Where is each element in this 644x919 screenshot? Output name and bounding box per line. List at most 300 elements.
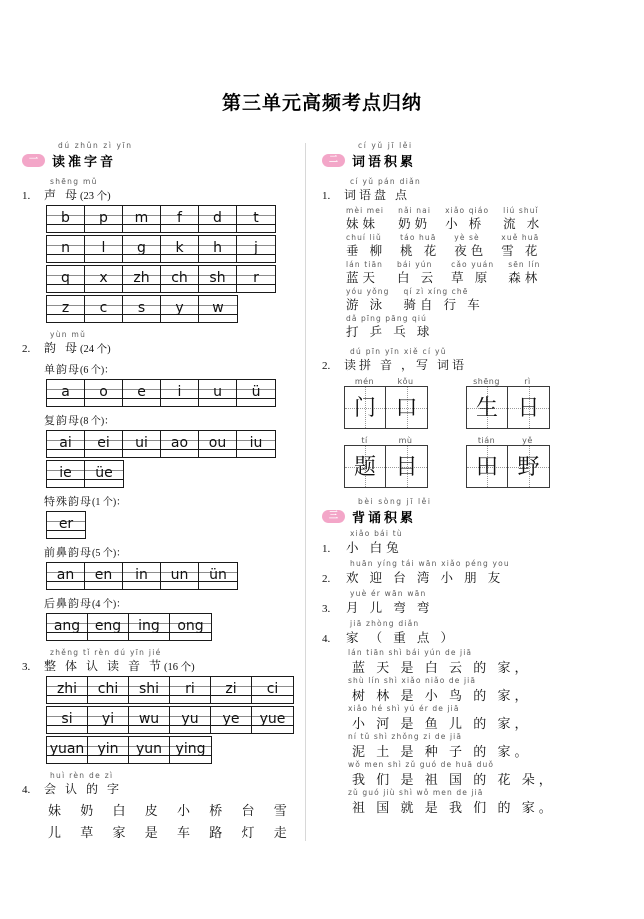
word-pinyin: chuí liǔ (346, 233, 382, 242)
pinyin-cell-text: ri (185, 681, 195, 697)
hanzi-row: 妹 奶 白 皮 小 桥 台 雪 (48, 803, 295, 818)
tianzige-char: 日 (517, 394, 540, 420)
poem-hanzi: 泥 土 是 种 子 的 家。 (352, 744, 532, 759)
recitation-number: 2. (322, 573, 331, 585)
tianzige-pinyin-row (466, 377, 550, 386)
word-pair (508, 260, 541, 286)
section-three-pinyin: bèi sòng jī lěi (358, 497, 432, 506)
word-pair (346, 233, 386, 259)
word-pinyin: liú shuǐ (503, 206, 539, 215)
sub-houbiyunmu (44, 595, 295, 611)
word-pinyin: cǎo yuán (451, 260, 495, 269)
pinyin-cell (85, 563, 123, 589)
pinyin-cell-text: ang (53, 618, 81, 634)
pinyin-cell-text: iu (249, 435, 263, 451)
section-two-header (322, 141, 606, 170)
pinyin-cell-text: f (177, 210, 182, 226)
worksheet-page (0, 88, 644, 919)
item-yunmu-number: 2. (22, 343, 31, 355)
word-hanzi: 森林 (508, 271, 542, 285)
tianzige-pinyin-row (466, 436, 550, 445)
word-pair (451, 260, 494, 286)
word-pair (404, 287, 484, 313)
item-shengmu (22, 177, 295, 323)
section-one-title: 读准字音 (52, 155, 117, 170)
word-line (346, 233, 606, 259)
pinyin-grid-row (46, 295, 238, 323)
pinyin-cell (123, 431, 161, 457)
pinyin-grid-row (46, 460, 124, 488)
pinyin-cell (199, 431, 237, 457)
sub-houbiyunmu-count: (4 个)： (92, 599, 127, 610)
pinyin-cell (47, 512, 85, 538)
pinyin-cell (161, 431, 199, 457)
word-hanzi: 蓝天 (346, 271, 380, 285)
recitation-pinyin: xiǎo bái tù (350, 529, 403, 538)
pinyin-cell (47, 266, 85, 292)
pinyin-cell-text: chi (97, 681, 119, 697)
pinyin-cell (252, 707, 293, 733)
word-pinyin: yè sè (454, 233, 480, 242)
item-yunmu (22, 330, 295, 641)
word-line (346, 314, 606, 340)
tianzige-word (344, 377, 428, 429)
recitation-item (322, 529, 606, 556)
pinyin-grid-row (46, 430, 276, 458)
pinyin-cell (47, 380, 85, 406)
tianzige-cell[interactable] (386, 446, 427, 487)
pinyin-cell-text: m (134, 210, 149, 226)
pinyin-cell-text: sh (209, 270, 226, 286)
pinyin-cell-text: ing (138, 618, 160, 634)
pinyin-cell (88, 677, 129, 703)
item-yinjie-label: 整 体 认 读 音 节 (44, 659, 165, 673)
pinyin-cell-text: ying (175, 741, 206, 757)
word-pinyin: xuě huā (501, 233, 540, 242)
word-pinyin: xiǎo qiáo (445, 206, 490, 215)
pinyin-cell-text: shi (138, 681, 160, 697)
pinyin-cell-text: ui (135, 435, 148, 451)
word-pinyin: bái yún (397, 260, 433, 269)
pinyin-cell (85, 236, 123, 262)
pinyin-grid-row (46, 562, 238, 590)
section-one-header (22, 141, 295, 170)
pinyin-cell (199, 296, 237, 322)
section-two-title: 词语积累 (352, 155, 417, 170)
poem-line (348, 704, 606, 732)
pinyin-cell (170, 614, 211, 640)
tianzige-pinyin: shēng (473, 377, 500, 386)
sub-qianbiyunmu (44, 544, 295, 560)
item-xieciyu-number: 2. (322, 360, 331, 372)
poem-line (348, 648, 606, 676)
tianzige-pinyin: kǒu (397, 377, 414, 386)
hanzi-row: 儿 草 家 是 车 路 灯 走 (48, 825, 295, 840)
item-ciyupandian-label: 词语盘 点 (344, 188, 411, 202)
pinyin-cell-text: yi (101, 711, 115, 727)
pinyin-cell-text: p (99, 210, 108, 226)
pinyin-cell-text: b (61, 210, 70, 226)
pinyin-cell-text: an (56, 567, 75, 583)
poem-pinyin: zǔ guó jiù shì wǒ men de jiā (348, 788, 484, 797)
recitation-text: 月 儿 弯 弯 (346, 601, 434, 615)
pinyin-cell-text: ye (222, 711, 240, 727)
pinyin-cell (123, 296, 161, 322)
pinyin-cell (88, 707, 129, 733)
pinyin-cell-text: t (253, 210, 259, 226)
poem-hanzi: 我 们 是 祖 国 的 花 朵， (352, 772, 556, 787)
word-pinyin: lán tiān (346, 260, 383, 269)
pinyin-cell (85, 461, 123, 487)
section-one-pinyin: dú zhǔn zì yīn (58, 141, 133, 150)
pinyin-cell-text: g (137, 240, 146, 256)
tianzige-cell[interactable] (345, 446, 386, 487)
pinyin-cell-text: en (94, 567, 113, 583)
pinyin-cell-text: si (61, 711, 73, 727)
pinyin-cell-text: d (213, 210, 222, 226)
item-ciyupandian-pinyin: cí yǔ pán diǎn (350, 177, 422, 186)
recitation-item (322, 559, 606, 586)
recitation-number: 3. (322, 603, 331, 615)
pinyin-cell (47, 563, 85, 589)
pinyin-cell (170, 707, 211, 733)
pinyin-cell-text: q (61, 270, 70, 286)
pinyin-cell-text: zhi (56, 681, 78, 697)
tianzige-char: 野 (517, 453, 540, 479)
section-two-pinyin: cí yǔ jī lěi (358, 141, 413, 150)
section-two-badge: 二 (322, 154, 345, 167)
pinyin-cell-text: er (58, 516, 74, 532)
pinyin-cell (237, 431, 275, 457)
sub-fuyunmu-count: (8 个)： (80, 416, 115, 427)
tianzige-char: 口 (395, 394, 418, 420)
pinyin-cell-text: z (61, 300, 70, 316)
pinyin-cell (199, 266, 237, 292)
pinyin-grid-row (46, 379, 276, 407)
pinyin-cell (237, 266, 275, 292)
recitation-text: 欢 迎 台 湾 小 朋 友 (346, 571, 505, 585)
pinyin-cell-text: r (253, 270, 259, 286)
pinyin-cell-text: a (61, 384, 70, 400)
left-column (22, 141, 305, 841)
tianzige-cell[interactable] (345, 387, 386, 428)
recitation-number: 4. (322, 633, 331, 645)
pinyin-cell-text: yu (181, 711, 199, 727)
pinyin-cell-text: ong (177, 618, 204, 634)
word-hanzi: 奶奶 (398, 217, 432, 231)
word-hanzi: 雪 花 (501, 244, 542, 258)
tianzige-cell[interactable] (508, 387, 549, 428)
pinyin-cell-text: ou (208, 435, 227, 451)
word-pair (346, 287, 390, 313)
sub-danyunmu-count: (6 个)： (80, 365, 115, 376)
pinyin-cell-text: ch (171, 270, 188, 286)
pinyin-cell-text: yin (97, 741, 119, 757)
section-one-badge: 一 (22, 154, 45, 167)
pinyin-cell (199, 236, 237, 262)
item-shengmu-label: 声 母 (44, 188, 81, 202)
word-pinyin: nǎi nai (398, 206, 432, 215)
poem-line (348, 676, 606, 704)
pinyin-cell-text: h (213, 240, 222, 256)
pinyin-cell-text: yun (135, 741, 163, 757)
pinyin-grid-row (46, 235, 276, 263)
sub-danyunmu-label: 单韵母 (44, 364, 80, 376)
recitation-pinyin: jiā zhòng diǎn (350, 619, 420, 628)
pinyin-cell (129, 737, 170, 763)
sub-qianbiyunmu-count: (5 个)： (92, 548, 127, 559)
pinyin-cell (85, 296, 123, 322)
item-xieciyu-pinyin: dú pīn yīn xiě cí yǔ (350, 347, 447, 356)
tianzige-cell[interactable] (467, 387, 508, 428)
poem-pinyin: ní tǔ shì zhǒng zi de jiā (348, 732, 463, 741)
item-yunmu-count: (24 个) (80, 344, 111, 355)
sub-teshuyunmu-count: (1 个)： (92, 497, 127, 508)
pinyin-cell-text: in (135, 567, 148, 583)
pinyin-cell (85, 206, 123, 232)
item-shengmu-count: (23 个) (80, 191, 111, 202)
poem-hanzi: 小 河 是 鱼 儿 的 家， (352, 716, 532, 731)
pinyin-cell (85, 266, 123, 292)
tianzige-word (466, 436, 550, 488)
word-list (346, 206, 606, 340)
word-pinyin: yóu yǒng (346, 287, 390, 296)
pinyin-cell (237, 236, 275, 262)
poem-block (348, 648, 606, 816)
item-huirendezi-number: 4. (22, 784, 31, 796)
tianzige-char: 门 (353, 394, 376, 420)
pinyin-cell (123, 563, 161, 589)
word-pair (503, 206, 543, 232)
pinyin-cell (211, 707, 252, 733)
pinyin-cell (199, 206, 237, 232)
pinyin-cell (161, 266, 199, 292)
pinyin-cell-text: i (177, 384, 182, 400)
pinyin-cell (47, 431, 85, 457)
pinyin-cell (170, 677, 211, 703)
pinyin-cell-text: w (212, 300, 224, 316)
item-yinjie-number: 3. (22, 661, 31, 673)
pinyin-cell-text: ci (266, 681, 279, 697)
sub-danyunmu (44, 361, 295, 377)
pinyin-cell-text: u (213, 384, 222, 400)
word-pair (501, 233, 541, 259)
pinyin-grid-row (46, 613, 212, 641)
pinyin-cell (88, 614, 129, 640)
pinyin-grid-row (46, 676, 294, 704)
pinyin-cell-text: j (254, 240, 258, 256)
pinyin-cell-text: e (137, 384, 146, 400)
section-three-header (322, 497, 606, 526)
pinyin-cell (123, 236, 161, 262)
pinyin-cell-text: zi (225, 681, 237, 697)
right-column (314, 141, 606, 816)
pinyin-cell-text: eng (94, 618, 122, 634)
word-pair (445, 206, 489, 232)
word-hanzi: 白 云 (397, 271, 438, 285)
item-shengmu-pinyin: shēng mǔ (50, 177, 98, 186)
poem-line (348, 788, 606, 816)
pinyin-cell (161, 296, 199, 322)
word-line (346, 287, 606, 313)
pinyin-cell (161, 380, 199, 406)
pinyin-cell (161, 563, 199, 589)
pinyin-cell (129, 614, 170, 640)
pinyin-cell (237, 380, 275, 406)
recitation-item (322, 619, 606, 646)
item-huirendezi-label: 会 认 的 字 (44, 782, 123, 796)
pinyin-cell-text: ün (209, 567, 227, 583)
column-divider (305, 143, 306, 841)
word-hanzi: 游 泳 (346, 298, 387, 312)
tianzige-word (466, 377, 550, 429)
sub-fuyunmu-label: 复韵母 (44, 415, 80, 427)
tianzige-pinyin: mén (354, 377, 375, 386)
pinyin-cell (47, 206, 85, 232)
tianzige-pinyin: tián (477, 436, 496, 445)
tianzige-pinyin: tí (361, 436, 368, 445)
item-xieciyu (322, 347, 606, 495)
pinyin-grid-row (46, 736, 212, 764)
poem-pinyin: lán tiān shì bái yún de jiā (348, 648, 473, 657)
pinyin-cell (47, 296, 85, 322)
tianzige-boxes (466, 445, 550, 488)
tianzige-pinyin: mù (398, 436, 413, 445)
pinyin-cell-text: l (101, 240, 106, 256)
pinyin-cell (129, 677, 170, 703)
recitation-item (322, 589, 606, 616)
pinyin-cell-text: üe (95, 465, 113, 481)
sub-teshuyunmu-label: 特殊韵母 (44, 496, 92, 508)
item-yinjie-count: (16 个) (164, 662, 195, 673)
pinyin-cell-text: n (61, 240, 70, 256)
tianzige-area (344, 377, 606, 495)
recitation-text: 家 （ 重 点 ） (346, 631, 458, 645)
item-yunmu-pinyin: yùn mǔ (50, 330, 87, 339)
word-pinyin: qí zì xíng chē (403, 287, 469, 296)
pinyin-cell (123, 206, 161, 232)
pinyin-cell-text: c (99, 300, 108, 316)
word-pinyin: mèi mei (346, 206, 385, 215)
pinyin-cell (47, 236, 85, 262)
tianzige-char: 生 (475, 394, 498, 420)
pinyin-cell-text: ü (251, 384, 261, 400)
pinyin-grid-row (46, 511, 86, 539)
poem-line (348, 732, 606, 760)
sub-fuyunmu (44, 412, 295, 428)
pinyin-cell (129, 707, 170, 733)
sub-houbiyunmu-label: 后鼻韵母 (44, 598, 92, 610)
recitation-pinyin: huān yíng tái wān xiǎo péng you (350, 559, 510, 568)
tianzige-pinyin-row (344, 377, 428, 386)
tianzige-cell[interactable] (467, 446, 508, 487)
pinyin-cell (199, 380, 237, 406)
recitation-pinyin: yuè ér wān wān (350, 589, 427, 598)
recitation-text: 小 白兔 (346, 541, 403, 555)
word-pair (400, 233, 440, 259)
poem-line (348, 760, 606, 788)
tianzige-pinyin: rì (524, 377, 531, 386)
tianzige-cell[interactable] (386, 387, 427, 428)
poem-pinyin: shù lín shì xiǎo niǎo de jiā (348, 676, 477, 685)
sub-qianbiyunmu-label: 前鼻韵母 (44, 547, 92, 559)
pinyin-cell (123, 380, 161, 406)
pinyin-cell (170, 737, 211, 763)
item-yinjie-pinyin: zhěng tǐ rèn dú yīn jié (50, 648, 162, 657)
word-pair (346, 260, 383, 286)
pinyin-cell (252, 677, 293, 703)
item-yunmu-label: 韵 母 (44, 341, 81, 355)
word-hanzi: 桃 花 (400, 244, 441, 258)
word-pair (398, 206, 431, 232)
item-huirendezi-pinyin: huì rèn de zì (50, 771, 114, 780)
page-title: 第三单元高频考点归纳 (221, 92, 422, 114)
word-pinyin: táo huā (400, 233, 437, 242)
poem-hanzi: 祖 国 就 是 我 们 的 家。 (352, 800, 556, 815)
word-hanzi: 流 水 (503, 217, 544, 231)
poem-pinyin: wǒ men shì zǔ guó de huā duǒ (348, 760, 495, 769)
tianzige-pinyin-row (344, 436, 428, 445)
tianzige-boxes (466, 386, 550, 429)
pinyin-cell-text: ie (59, 465, 72, 481)
pinyin-cell (85, 380, 123, 406)
pinyin-cell-text: s (137, 300, 146, 316)
pinyin-cell (47, 461, 85, 487)
word-pinyin: sēn lín (508, 260, 541, 269)
word-hanzi: 打 乒 乓 球 (346, 325, 434, 339)
tianzige-cell[interactable] (508, 446, 549, 487)
word-pair (346, 314, 433, 340)
pinyin-cell-text: ei (97, 435, 110, 451)
tianzige-boxes (344, 445, 428, 488)
two-column-body (0, 141, 644, 841)
pinyin-cell-text: yue (259, 711, 286, 727)
pinyin-cell-text: wu (138, 711, 160, 727)
poem-hanzi: 树 林 是 小 鸟 的 家， (352, 688, 532, 703)
pinyin-cell (161, 236, 199, 262)
pinyin-cell (47, 614, 88, 640)
recitation-number: 1. (322, 543, 331, 555)
pinyin-cell-text: k (175, 240, 184, 256)
pinyin-cell-text: y (175, 300, 184, 316)
item-ciyupandian (322, 177, 606, 340)
tianzige-pinyin: yě (522, 436, 533, 445)
pinyin-cell (47, 737, 88, 763)
pinyin-grid-row (46, 205, 276, 233)
section-three-title: 背诵积累 (352, 511, 417, 526)
word-pinyin: dǎ pīng pāng qiú (346, 314, 427, 323)
tianzige-char: 题 (353, 453, 376, 479)
pinyin-cell (211, 677, 252, 703)
pinyin-cell-text: o (99, 384, 108, 400)
pinyin-cell (161, 206, 199, 232)
word-pair (454, 233, 487, 259)
poem-pinyin: xiǎo hé shì yú ér de jiā (348, 704, 460, 713)
tianzige-char: 田 (475, 453, 498, 479)
word-pair (397, 260, 437, 286)
tianzige-char: 目 (395, 453, 418, 479)
word-pair (346, 206, 384, 232)
pinyin-cell-text: yuan (49, 741, 85, 757)
item-shengmu-number: 1. (22, 190, 31, 202)
word-line (346, 206, 606, 232)
pinyin-cell (88, 737, 129, 763)
pinyin-cell-text: un (170, 567, 189, 583)
pinyin-cell-text: ao (170, 435, 189, 451)
word-hanzi: 妹妹 (346, 217, 380, 231)
pinyin-cell (199, 563, 237, 589)
poem-hanzi: 蓝 天 是 白 云 的 家， (352, 660, 532, 675)
